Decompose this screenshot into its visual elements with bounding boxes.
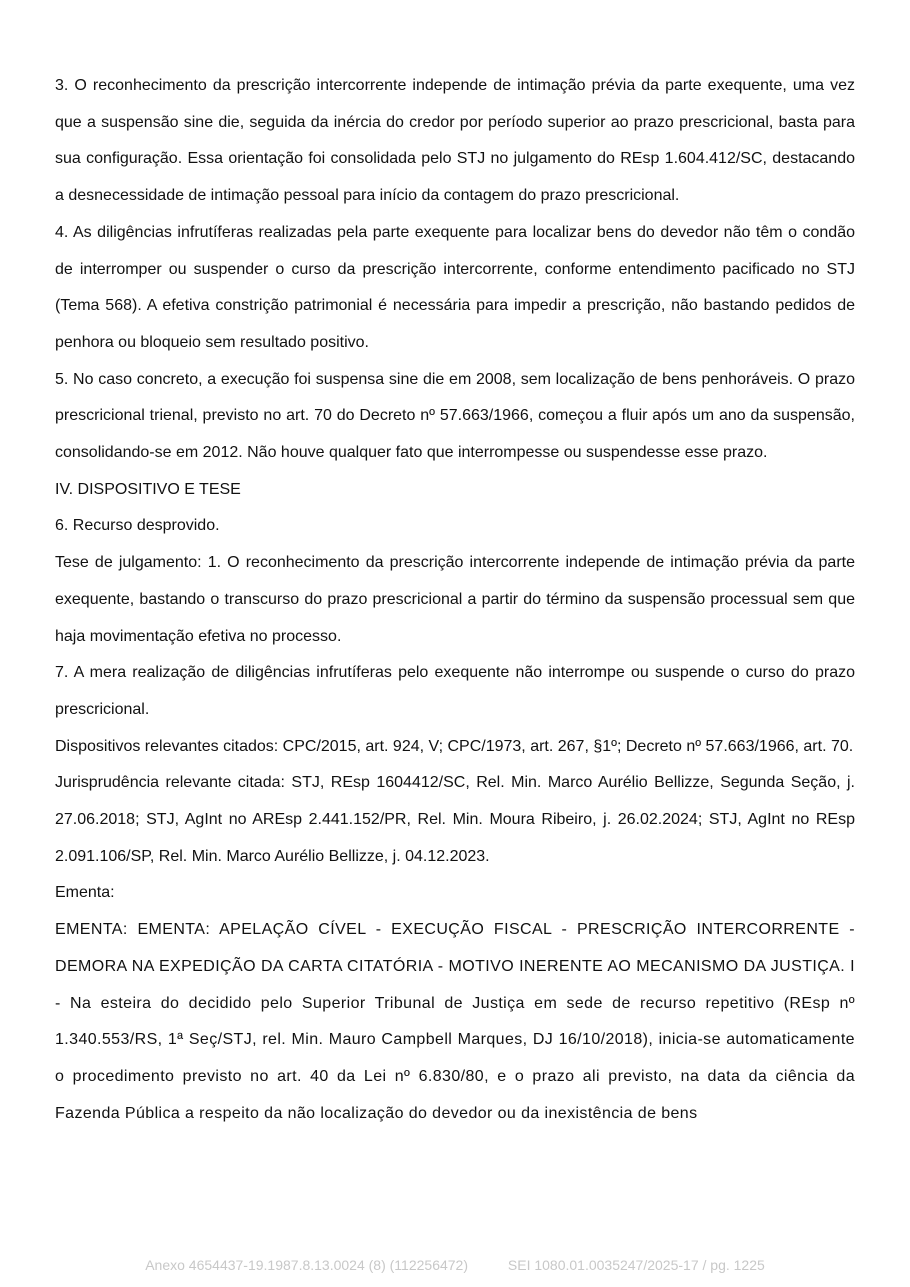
- paragraph-dispositivos: Dispositivos relevantes citados: CPC/2015, art. 924, V; CPC/1973, art. 267, §1º; Decreto nº 57.663/1966, art. 70.: [55, 737, 854, 755]
- ementa-label: Ementa:: [55, 884, 115, 902]
- footer-annex: Anexo 4654437-19.1987.8.13.0024 (8) (112256472): [145, 1257, 468, 1273]
- page-footer: [0, 1257, 910, 1273]
- paragraph-tese: Tese de julgamento: 1. O reconhecimento da prescrição intercorrente independe de intimação prévia da parte exequente, bastando o transcurso do prazo prescricional a partir do término da suspensão processual sem que haja movimentação efetiva no processo.: [55, 554, 855, 645]
- paragraph-item-3: 3. O reconhecimento da prescrição intercorrente independe de intimação prévia da parte exequente, uma vez que a suspensão sine die, seguida da inércia do credor por período superior ao prazo prescricional, basta para sua configuração. Essa orientação foi consolidada pelo STJ no julgamento do REsp 1.604.412/SC, destacando a desnecessidade de intimação pessoal para início da contagem do prazo prescricional.: [55, 77, 855, 205]
- paragraph-item-4: 4. As diligências infrutíferas realizadas pela parte exequente para localizar bens do devedor não têm o condão de interromper ou suspender o curso da prescrição intercorrente, conforme entendimento pacificado no STJ (Tema 568). A efetiva constrição patrimonial é necessária para impedir a prescrição, não bastando pedidos de penhora ou bloqueio sem resultado positivo.: [55, 223, 855, 351]
- paragraph-jurisprudencia: Jurisprudência relevante citada: STJ, REsp 1604412/SC, Rel. Min. Marco Aurélio Bellizze, Segunda Seção, j. 27.06.2018; STJ, AgInt no AREsp 2.441.152/PR, Rel. Min. Moura Ribeiro, j. 26.02.2024; STJ, AgInt no REsp 2.091.106/SP, Rel. Min. Marco Aurélio Bellizze, j. 04.12.2023.: [55, 774, 855, 865]
- section-heading-dispositivo: IV. DISPOSITIVO E TESE: [55, 480, 241, 498]
- paragraph-item-6: 6. Recurso desprovido.: [55, 517, 220, 535]
- paragraph-ementa: EMENTA: EMENTA: APELAÇÃO CÍVEL - EXECUÇÃO FISCAL - PRESCRIÇÃO INTERCORRENTE - DEMORA NA EXPEDIÇÃO DA CARTA CITATÓRIA - MOTIVO INERENTE AO MECANISMO DA JUSTIÇA. I - Na esteira do decidido pelo Superior Tribunal de Justiça em sede de recurso repetitivo (REsp nº 1.340.553/RS, 1ª Seç/STJ, rel. Min. Mauro Campbell Marques, DJ 16/10/2018), inicia-se automaticamente o procedimento previsto no art. 40 da Lei nº 6.830/80, e o prazo ali previsto, na data da ciência da Fazenda Pública a respeito da não localização do devedor ou da inexistência de bens: [55, 921, 855, 1122]
- paragraph-item-7: 7. A mera realização de diligências infrutíferas pelo exequente não interrompe ou suspende o curso do prazo prescricional.: [55, 664, 855, 718]
- paragraph-item-5: 5. No caso concreto, a execução foi suspensa sine die em 2008, sem localização de bens penhoráveis. O prazo prescricional trienal, previsto no art. 70 do Decreto nº 57.663/1966, começou a fluir após um ano da suspensão, consolidando-se em 2012. Não houve qualquer fato que interrompesse ou suspendesse esse prazo.: [55, 370, 855, 462]
- footer-sei: SEI 1080.01.0035247/2025-17 / pg. 1225: [507, 1257, 765, 1273]
- document-body: [55, 68, 855, 1132]
